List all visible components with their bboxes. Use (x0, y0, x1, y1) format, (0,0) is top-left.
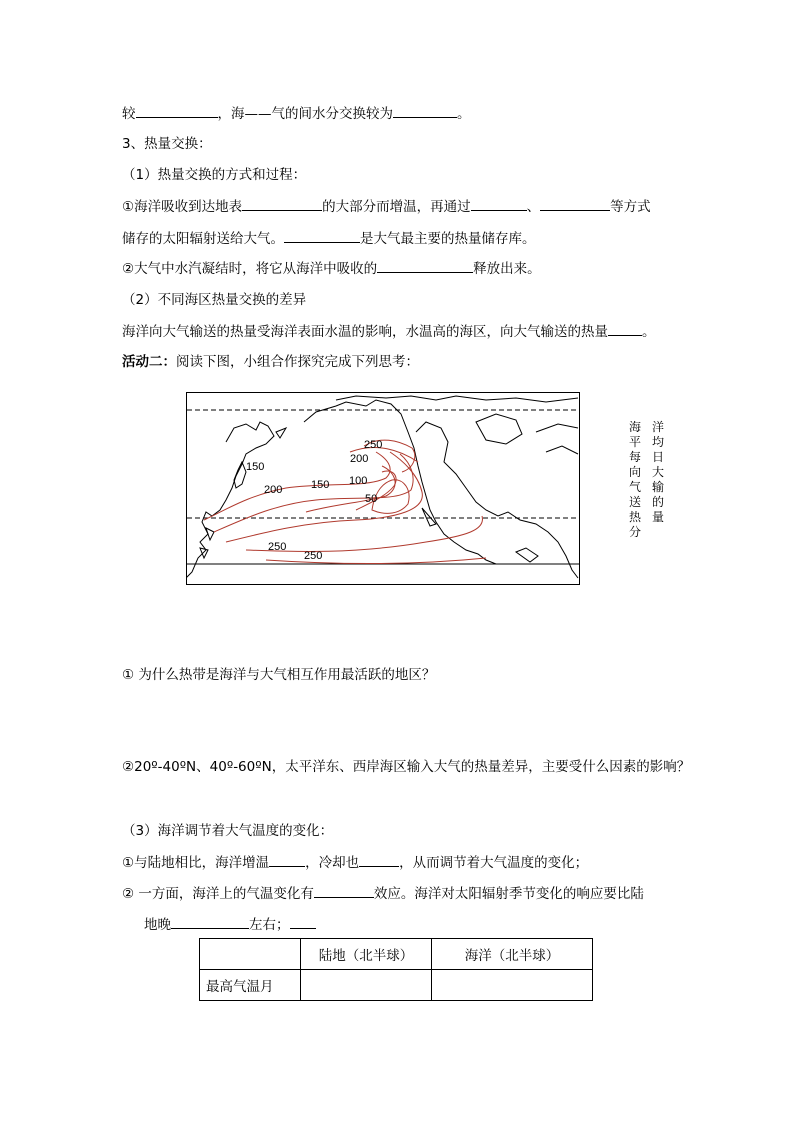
fill-blank[interactable] (284, 229, 360, 243)
question-2: ②20º-40ºN、40º-60ºN，太平洋东、西岸海区输入大气的热量差异，主要受什么因素的影响？ (122, 759, 691, 775)
table-header-cell (200, 939, 301, 970)
text: ，海——气的间水分交换较为 (217, 106, 393, 122)
map-label: 50 (365, 493, 378, 505)
map-label: 150 (311, 479, 330, 491)
fill-blank[interactable] (540, 197, 610, 211)
text: 地晚 (144, 917, 171, 933)
fill-blank[interactable] (359, 853, 399, 867)
text-line-p5 (122, 853, 588, 872)
text: ①与陆地相比，海洋增温 (122, 855, 270, 871)
text-line-p4 (122, 322, 656, 341)
table-cell-input[interactable] (432, 970, 593, 1001)
map-label: 200 (350, 453, 369, 465)
text-line-p3 (122, 259, 541, 278)
map-label: 200 (264, 484, 283, 496)
text: 、 (526, 199, 541, 215)
text-line-p1 (122, 197, 651, 216)
text: 释放出来。 (473, 261, 541, 277)
fill-blank[interactable] (608, 322, 642, 336)
table-row (200, 970, 593, 1001)
text: 左右； (249, 917, 290, 933)
subheading-3: （3）海洋调节着大气温度的变化： (122, 823, 334, 839)
subheading-1: （1）热量交换的方式和过程： (122, 167, 307, 183)
map-label: 250 (304, 550, 323, 562)
text: 效应。海洋对太阳辐射季节变化的响应要比陆 (373, 886, 644, 902)
text: 等方式 (610, 199, 651, 215)
map-legend-col1: 洋均日大输的量 (651, 420, 664, 524)
map-label: 250 (268, 541, 287, 553)
activity-heading (122, 353, 419, 371)
table-header-cell: 陆地（北半球） (301, 939, 432, 970)
section-heading-3: 3、热量交换： (122, 136, 212, 152)
fill-blank[interactable] (242, 197, 322, 211)
text-line-p6 (122, 884, 644, 903)
table-header-cell: 海洋（北半球） (432, 939, 593, 970)
fill-blank[interactable] (269, 853, 305, 867)
subheading-2: （2）不同海区热量交换的差异 (122, 292, 307, 308)
comparison-table (199, 938, 593, 1001)
text: 较 (122, 106, 136, 122)
text: ，冷却也 (305, 855, 360, 871)
fill-blank[interactable] (377, 259, 473, 273)
fill-blank[interactable] (393, 104, 457, 118)
fill-blank[interactable] (290, 915, 316, 929)
fill-blank[interactable] (471, 197, 527, 211)
activity-text: 阅读下图，小组合作探究完成下列思考： (176, 354, 419, 370)
text: 储存的太阳辐射送给大气。 (122, 231, 284, 247)
table-cell: 最高气温月 (200, 970, 301, 1001)
map-legend-col2: 海平每向气送热分 (628, 420, 641, 539)
text-line-p2 (122, 229, 536, 248)
fill-blank[interactable] (171, 915, 249, 929)
text: ②大气中水汽凝结时，将它从海洋中吸收的 (122, 261, 378, 277)
text: 。 (642, 324, 656, 340)
text: 的大部分而增温，再通过 (322, 199, 471, 215)
text: ①海洋吸收到达地表 (122, 199, 243, 215)
text: ② 一方面，海洋上的气温变化有 (122, 886, 314, 902)
text: 。 (457, 106, 471, 122)
table-cell-input[interactable] (301, 970, 432, 1001)
question-1: ① 为什么热带是海洋与大气相互作用最活跃的地区？ (122, 667, 436, 683)
table-header-row (200, 939, 593, 970)
map-label: 100 (349, 475, 368, 487)
activity-label: 活动二： (122, 354, 176, 370)
text-line-p7 (144, 915, 316, 934)
text: 海洋向大气输送的热量受海洋表面水温的影响，水温高的海区，向大气输送的热量 (122, 324, 608, 340)
fill-blank[interactable] (136, 104, 218, 118)
fill-blank[interactable] (314, 884, 374, 898)
text-line-1 (122, 104, 471, 123)
map-label: 250 (364, 439, 383, 451)
text: ，从而调节着大气温度的变化； (399, 855, 589, 871)
pacific-heat-map (186, 392, 582, 586)
text: 是大气最主要的热量储存库。 (360, 231, 536, 247)
map-label: 150 (246, 461, 265, 473)
